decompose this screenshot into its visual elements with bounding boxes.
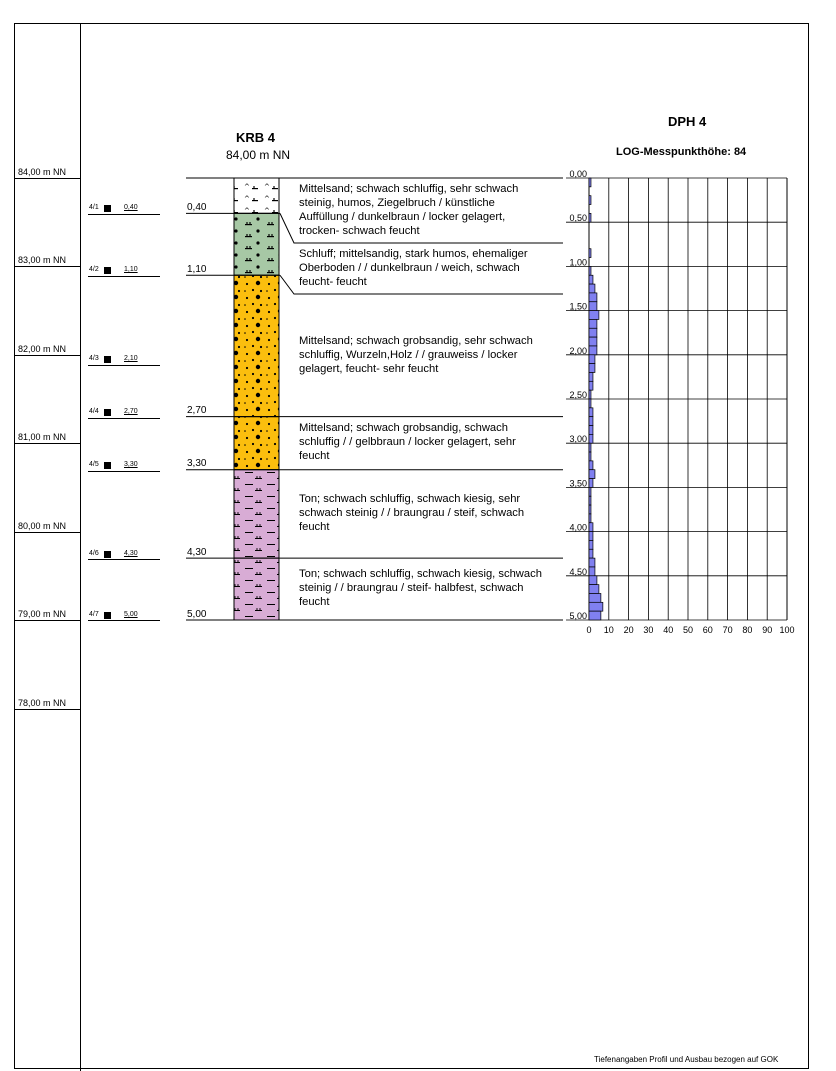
dph-depth-tick: 3,50 xyxy=(569,478,587,489)
borehole-elevation: 84,00 m NN xyxy=(226,148,291,162)
dph-bar xyxy=(589,213,591,222)
dph-bar xyxy=(589,602,603,611)
sample-depth: 4,30 xyxy=(124,550,138,557)
dph-bar xyxy=(589,567,595,576)
dph-bar xyxy=(589,443,591,452)
dph-depth-tick: 4,50 xyxy=(569,566,587,577)
layer-description: Ton; schwach schluffig, schwach kiesig, sehr schwach steinig / / braungrau / steif, schwach feucht xyxy=(299,493,525,533)
dph-bar xyxy=(589,426,593,435)
dph-blow-tick: 40 xyxy=(663,625,674,635)
dph-depth-tick: 2,00 xyxy=(569,345,587,356)
nn-label: 83,00 m NN xyxy=(18,255,67,265)
dph-bar xyxy=(589,364,595,373)
nn-label: 78,00 m NN xyxy=(18,698,67,708)
dph-bar xyxy=(589,302,597,311)
dph-bar xyxy=(589,381,593,390)
sample-id: 4/2 xyxy=(89,266,99,273)
dph-depth-tick: 4,00 xyxy=(569,522,587,533)
dph-bar xyxy=(589,540,593,549)
sample-id: 4/5 xyxy=(89,461,99,468)
dph-bar xyxy=(589,399,591,408)
dph-bar xyxy=(589,390,591,399)
dph-bar xyxy=(589,505,591,514)
sample-depth: 2,70 xyxy=(124,408,138,415)
dph-depth-tick: 0,00 xyxy=(569,169,587,179)
dph-blow-tick: 50 xyxy=(682,625,694,635)
dph-blow-tick: 90 xyxy=(762,625,773,635)
dph-bar xyxy=(589,611,601,620)
dph-subtitle: LOG-Messpunkthöhe: 84 xyxy=(616,146,747,158)
dph-bar xyxy=(589,417,593,426)
dph-bar xyxy=(589,576,597,585)
dph-blow-tick: 70 xyxy=(722,625,733,635)
dph-depth-tick: 0,50 xyxy=(569,213,587,224)
sample-id: 4/7 xyxy=(89,611,99,618)
dph-depth-tick: 2,50 xyxy=(569,390,587,400)
dph-bar xyxy=(589,284,595,293)
dph-bar xyxy=(589,523,593,532)
dph-blow-tick: 30 xyxy=(643,625,654,635)
dph-bar xyxy=(589,549,593,558)
boundary-depth: 5,00 xyxy=(187,609,207,620)
dph-bar xyxy=(589,532,593,541)
sample-id: 4/6 xyxy=(89,550,99,557)
layer-description: Mittelsand; schwach grobsandig, schwach schluffig / / gelbbraun / locker gelagert, sehr feucht xyxy=(299,422,516,462)
sample-depth: 0,40 xyxy=(124,204,138,211)
dph-blow-tick: 10 xyxy=(603,625,614,635)
dph-bar xyxy=(589,346,597,355)
dph-bar xyxy=(589,249,591,258)
sample-id: 4/4 xyxy=(89,408,99,415)
boundary-depth: 2,70 xyxy=(187,405,207,416)
layer-description: Schluff; mittelsandig, stark humos, ehemaliger Oberboden / / dunkelbraun / weich, schwach feucht- feucht xyxy=(299,248,528,288)
layer-description: Mittelsand; schwach grobsandig, sehr schwach schluffig, Wurzeln,Holz / / grauweiss / locker gelagert, feucht- sehr feucht xyxy=(299,335,533,375)
nn-label: 80,00 m NN xyxy=(18,521,67,531)
boundary-depth: 3,30 xyxy=(187,458,207,469)
dph-bar xyxy=(589,196,591,205)
nn-label: 81,00 m NN xyxy=(18,432,67,442)
footer-note: Tiefenangaben Profil und Ausbau bezogen auf GOK xyxy=(594,1055,779,1064)
dph-blow-tick: 20 xyxy=(623,625,634,635)
dph-blow-tick: 100 xyxy=(779,625,795,635)
dph-bar xyxy=(589,293,597,302)
dph-depth-tick: 3,00 xyxy=(569,434,587,445)
dph-bar xyxy=(589,355,595,364)
boundary-depth: 1,10 xyxy=(187,264,207,275)
sample-depth: 2,10 xyxy=(124,355,138,362)
dph-bar xyxy=(589,178,591,187)
dph-bar xyxy=(589,319,597,328)
dph-bar xyxy=(589,496,591,505)
dph-bar xyxy=(589,452,591,461)
dph-bar xyxy=(589,275,593,284)
dph-bar xyxy=(589,514,591,523)
dph-bar xyxy=(589,434,593,443)
dph-blow-tick: 60 xyxy=(702,625,713,635)
dph-bar xyxy=(589,311,599,320)
layer-description: Ton; schwach schluffig, schwach kiesig, schwach steinig / / braungrau / steif- halbfest, schwach feucht xyxy=(299,568,542,608)
dph-blow-tick: 80 xyxy=(742,625,753,635)
dph-bar xyxy=(589,337,597,346)
sample-depth: 1,10 xyxy=(124,266,138,273)
layer-description: Mittelsand; schwach schluffig, sehr schwach steinig, humos, Ziegelbruch / künstliche Auffüllung / dunkelbraun / locker gelagert, trocken- schwach feucht xyxy=(299,183,519,237)
dph-depth-tick: 1,00 xyxy=(569,257,587,268)
boundary-depth: 4,30 xyxy=(187,547,207,558)
nn-label: 79,00 m NN xyxy=(18,609,67,619)
dph-bar xyxy=(589,408,593,417)
dph-bar xyxy=(589,479,593,488)
dph-bar xyxy=(589,558,595,567)
sample-id: 4/3 xyxy=(89,355,99,362)
boundary-depth: 0,40 xyxy=(187,202,207,213)
nn-label: 82,00 m NN xyxy=(18,344,67,354)
dph-bar xyxy=(589,328,597,337)
sample-depth: 5,00 xyxy=(124,611,138,618)
borehole-title: KRB 4 xyxy=(236,130,276,145)
dph-depth-tick: 5,00 xyxy=(569,611,587,621)
dph-bar xyxy=(589,266,591,275)
dph-title: DPH 4 xyxy=(668,114,707,129)
sample-depth: 3,30 xyxy=(124,461,138,468)
dph-bar xyxy=(589,487,591,496)
dph-bar xyxy=(589,470,595,479)
dph-bar xyxy=(589,585,599,594)
dph-blow-tick: 0 xyxy=(586,625,592,635)
dph-bar xyxy=(589,593,601,602)
nn-label: 84,00 m NN xyxy=(18,167,67,177)
dph-bar xyxy=(589,372,593,381)
dph-depth-tick: 1,50 xyxy=(569,301,587,312)
dph-bar xyxy=(589,461,593,470)
sample-id: 4/1 xyxy=(89,204,99,211)
